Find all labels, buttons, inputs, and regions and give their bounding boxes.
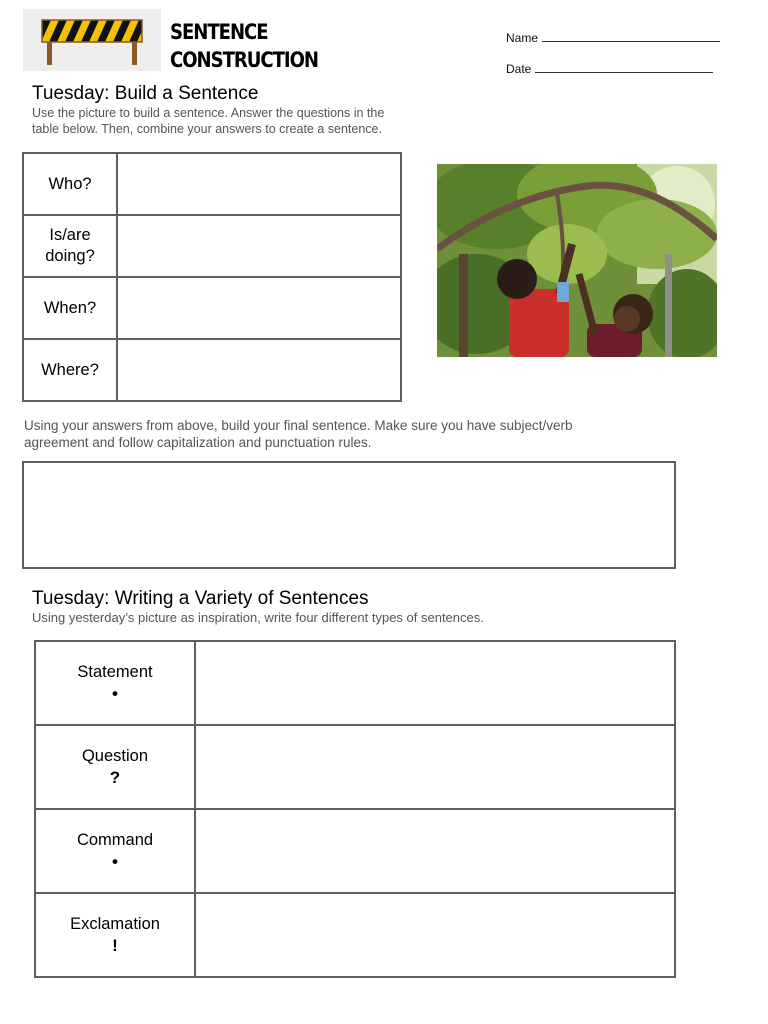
final-sentence-instructions: Using your answers from above, build your final sentence. Make sure you have subject/verb agreement and follow capitalization and punctuation rules. (24, 418, 573, 450)
table-row (23, 153, 401, 215)
title-line-2: CONSTRUCTION (170, 48, 319, 72)
name-underline[interactable] (542, 32, 720, 42)
type-label: Exclamation (70, 914, 160, 933)
name-label: Name (506, 31, 539, 45)
table-row (35, 641, 675, 725)
table-row (23, 339, 401, 401)
question-cell-when: When? (23, 277, 117, 339)
title-line-1: SENTENCE (170, 20, 268, 44)
answer-cell-exclamation[interactable] (195, 893, 675, 977)
answer-cell-where[interactable] (117, 339, 401, 401)
section2-instructions: Using yesterday’s picture as inspiration, write four different types of sentences. (32, 610, 484, 625)
type-cell-question (35, 725, 195, 809)
question-mark-icon: ? (109, 767, 121, 787)
final-sentence-box[interactable] (22, 461, 676, 569)
type-label: Command (76, 830, 154, 849)
table-row (35, 725, 675, 809)
answer-cell-statement[interactable] (195, 641, 675, 725)
section1-instructions: Use the picture to build a sentence. Answer the questions in the table below. Then, combine your answers to create a sentence. (32, 106, 385, 136)
section2-heading: Tuesday: Writing a Variety of Sentences (32, 588, 369, 609)
answer-cell-when[interactable] (117, 277, 401, 339)
type-label: Statement (77, 662, 153, 681)
period-mark-icon: • (112, 683, 118, 703)
answer-cell-doing[interactable] (117, 215, 401, 277)
table-row (23, 277, 401, 339)
type-label: Question (81, 746, 149, 765)
build-sentence-table (22, 152, 402, 402)
answer-cell-who[interactable] (117, 153, 401, 215)
question-cell-who: Who? (23, 153, 117, 215)
date-label: Date (506, 62, 532, 76)
table-row (35, 893, 675, 977)
sentence-types-table (34, 640, 676, 978)
date-underline[interactable] (535, 63, 713, 73)
construction-barrier-logo (23, 9, 161, 71)
question-cell-where: Where? (23, 339, 117, 401)
answer-cell-command[interactable] (195, 809, 675, 893)
type-cell-command (35, 809, 195, 893)
date-field[interactable] (506, 62, 713, 76)
name-field[interactable] (506, 31, 720, 45)
type-cell-statement (35, 641, 195, 725)
exclamation-mark-icon: ! (112, 935, 118, 955)
type-cell-exclamation (35, 893, 195, 977)
worksheet-title (170, 18, 318, 74)
table-row (35, 809, 675, 893)
question-cell-doing: Is/are doing? (23, 215, 117, 277)
period-mark-icon: • (112, 851, 118, 871)
section1-heading: Tuesday: Build a Sentence (32, 83, 259, 104)
children-tree-photo (437, 164, 717, 357)
answer-cell-question[interactable] (195, 725, 675, 809)
table-row (23, 215, 401, 277)
